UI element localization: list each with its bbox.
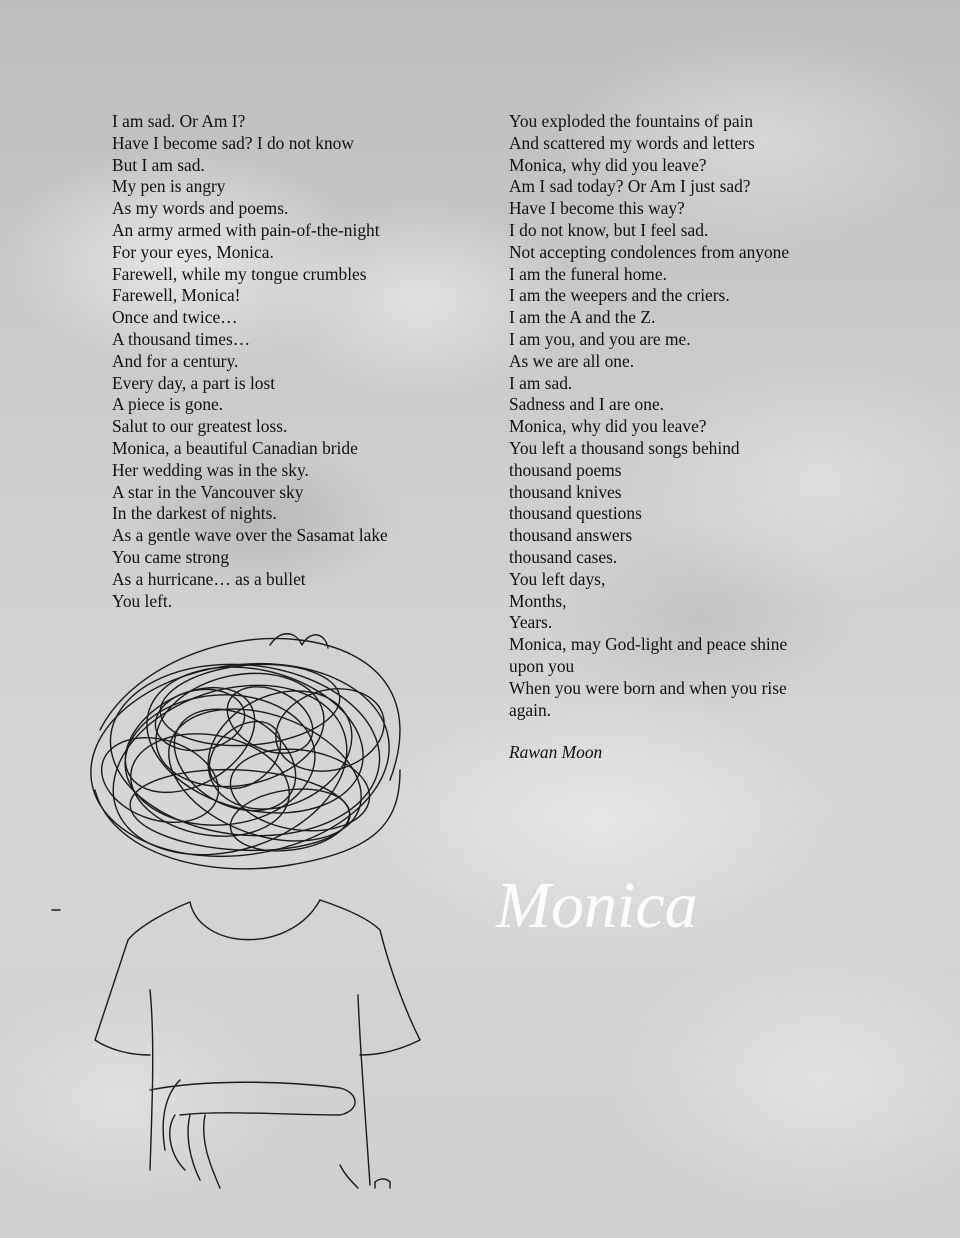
poem-line: An army armed with pain-of-the-night: [112, 219, 380, 240]
poem-line: Months,: [509, 590, 567, 611]
poem-line: Have I become this way?: [509, 198, 685, 219]
poem-line: Am I sad today? Or Am I just sad?: [509, 176, 751, 197]
poem-line: As we are all one.: [509, 350, 635, 371]
poem-line: For your eyes, Monica.: [112, 241, 274, 262]
poem-line: You left a thousand songs behind: [509, 437, 740, 458]
poem-line: When you were born and when you rise: [509, 677, 787, 698]
poem-line: thousand questions: [509, 503, 642, 524]
poem-line: You came strong: [112, 546, 230, 567]
poem-line: As a hurricane… as a bullet: [112, 568, 306, 589]
poem-line: Not accepting condolences from anyone: [509, 241, 790, 262]
poem-line: In the darkest of nights.: [112, 503, 277, 524]
poem-line: thousand answers: [509, 525, 633, 546]
poem-line: I am sad.: [509, 372, 573, 393]
poem-line: thousand cases.: [509, 546, 618, 567]
poem-line: But I am sad.: [112, 154, 205, 175]
scribble-head: [52, 634, 402, 910]
poem-line: Farewell, Monica!: [112, 285, 241, 306]
poem-line: thousand poems: [509, 459, 622, 480]
poem-line: And scattered my words and letters: [509, 132, 755, 153]
poem-line: Every day, a part is lost: [112, 372, 276, 393]
poem-line: You exploded the fountains of pain: [509, 111, 754, 131]
poem-line: thousand knives: [509, 481, 622, 502]
poem-line: Monica, why did you leave?: [509, 154, 707, 175]
poem-line: Monica, a beautiful Canadian bride: [112, 437, 358, 458]
poem-line: again.: [509, 699, 552, 720]
poem-line: Farewell, while my tongue crumbles: [112, 263, 367, 284]
poem-line: As a gentle wave over the Sasamat lake: [112, 525, 388, 546]
poem-line: I am sad. Or Am I?: [112, 111, 246, 131]
poem-line: Salut to our greatest loss.: [112, 416, 288, 437]
poem-left-column: [112, 111, 492, 612]
figure-body: [95, 900, 420, 1188]
poem-line: Monica, may God-light and peace shine: [509, 634, 788, 655]
poem-line: I do not know, but I feel sad.: [509, 219, 709, 240]
poem-line: Sadness and I are one.: [509, 394, 665, 415]
poem-line: Her wedding was in the sky.: [112, 459, 309, 480]
poem-line: I am the A and the Z.: [509, 307, 656, 328]
poem-line: You left.: [112, 590, 173, 611]
poem-line: Once and twice…: [112, 307, 238, 328]
poem-line: A star in the Vancouver sky: [112, 481, 304, 502]
poem-line: I am you, and you are me.: [509, 328, 691, 349]
poem-line: Monica, why did you leave?: [509, 416, 707, 437]
poem-author: Rawan Moon: [509, 742, 603, 762]
poem-line: As my words and poems.: [112, 198, 289, 219]
poem-line: I am the weepers and the criers.: [509, 285, 730, 306]
scribbled-head-figure-illustration: [40, 610, 460, 1210]
poem-line: A thousand times…: [112, 328, 251, 349]
poem-line: upon you: [509, 655, 575, 676]
poem-line: My pen is angry: [112, 176, 226, 197]
poem-line: I am the funeral home.: [509, 263, 667, 284]
poem-title: Monica: [496, 869, 698, 942]
poem-line: Years.: [509, 612, 553, 633]
poem-right-column: [509, 111, 849, 721]
poem-line: And for a century.: [112, 350, 239, 371]
poem-line: You left days,: [509, 568, 606, 589]
poem-line: A piece is gone.: [112, 394, 224, 415]
poem-line: Have I become sad? I do not know: [112, 132, 354, 153]
